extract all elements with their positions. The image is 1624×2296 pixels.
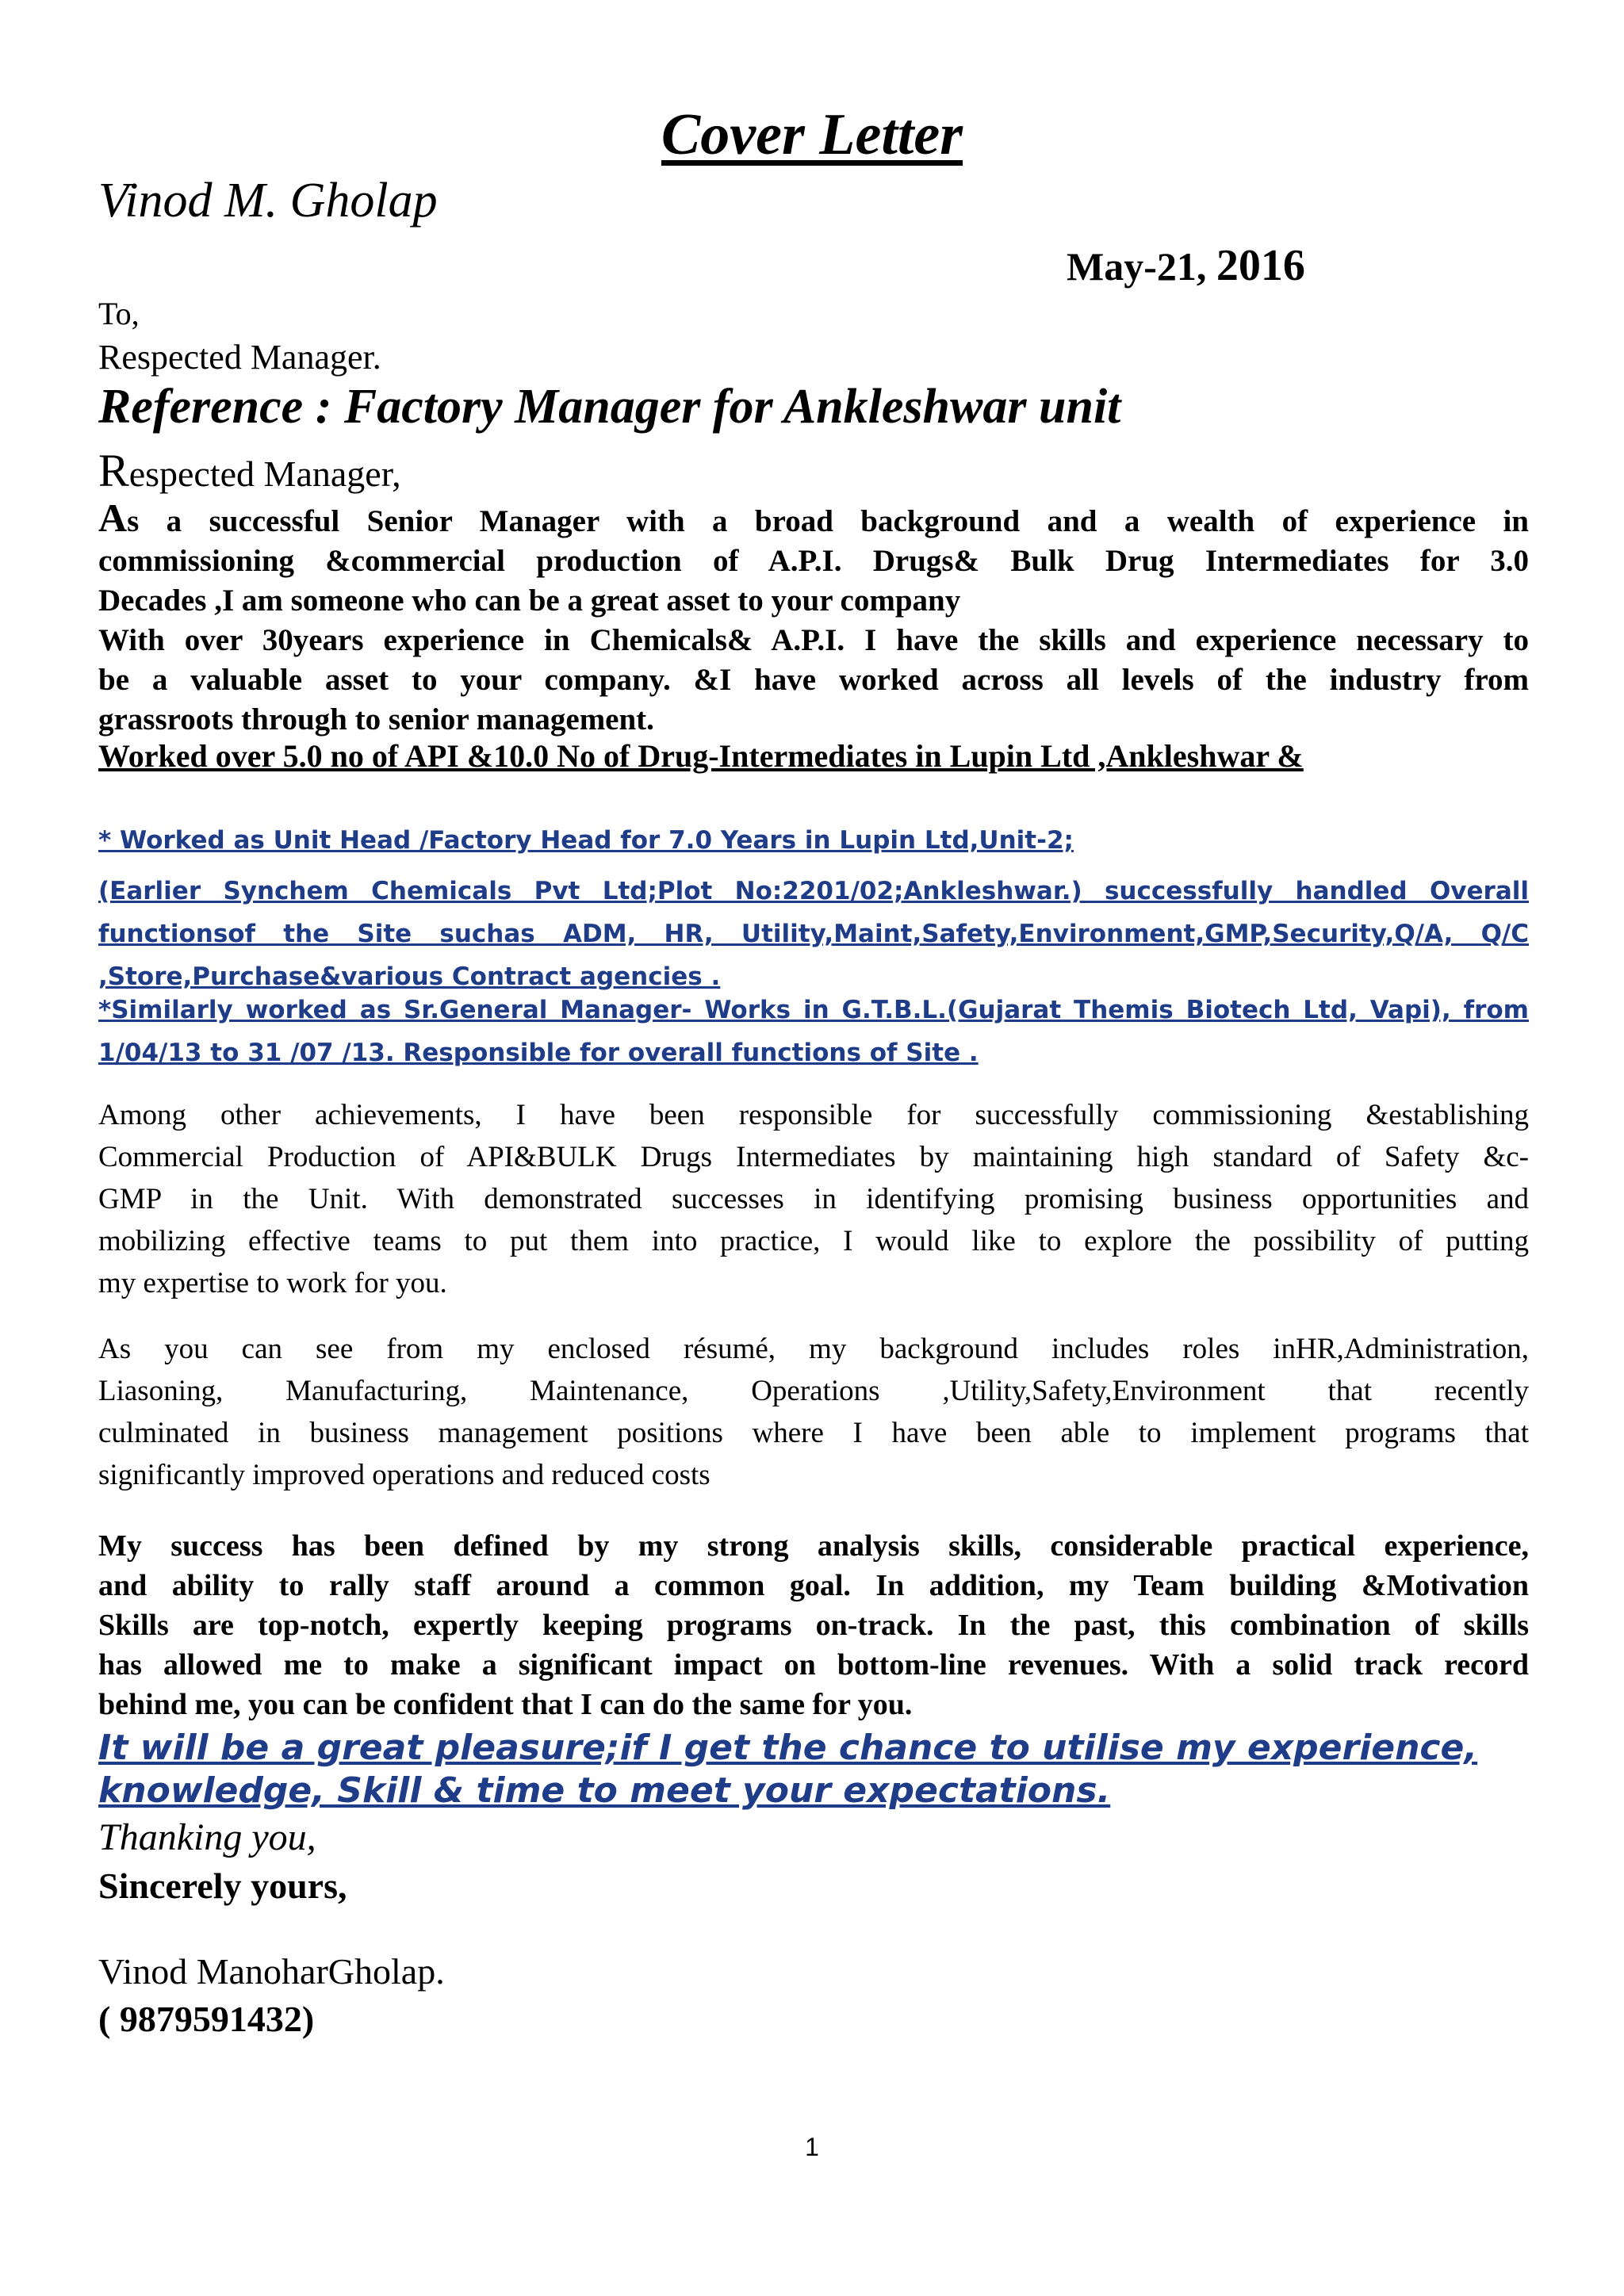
salutation-initial: R — [98, 445, 129, 496]
intro-line-1-text: s a successful Senior Manager with a broad background and a wealth of experience in — [127, 504, 1529, 538]
intro-line-2: commissioning &commercial production of A.P.I. Drugs& Bulk Drug Intermediates for 3.0 — [98, 544, 1529, 578]
recipient: Respected Manager. — [98, 338, 381, 377]
closing-line-2: knowledge, Skill & time to meet your expectations. — [98, 1770, 1111, 1811]
success-line-5: behind me, you can be confident that I can do the same for you. — [98, 1688, 913, 1721]
success-line-4: has allowed me to make a significant impact on bottom-line revenues. With a solid track record — [98, 1648, 1529, 1682]
salutation-rest: espected Manager, — [128, 453, 401, 494]
sign-off: Sincerely yours, — [98, 1866, 347, 1906]
reference-line: Reference : Factory Manager for Ankleshwar unit — [98, 380, 1121, 434]
gtbl-details-line-2: 1/04/13 to 31 /07 /13. Responsible for overall functions of Site . — [98, 1039, 979, 1067]
letter-date — [1067, 240, 1305, 291]
intro-paragraph — [98, 498, 1529, 740]
date-year: 2016 — [1216, 241, 1305, 290]
achievements-line-2: Commercial Production of API&BULK Drugs Intermediates by maintaining high standard of Safety &c- — [98, 1141, 1529, 1173]
background-paragraph — [98, 1328, 1529, 1496]
achievements-line-5: my expertise to work for you. — [98, 1267, 447, 1299]
closing-line-1: It will be a great pleasure;if I get the chance to utilise my experience, — [98, 1728, 1478, 1768]
gtbl-details — [98, 989, 1529, 1074]
background-line-4: significantly improved operations and reduced costs — [98, 1459, 710, 1491]
lupin-details — [98, 870, 1529, 998]
unit-head-line: * Worked as Unit Head /Factory Head for 7.0 Years in Lupin Ltd,Unit-2; — [98, 826, 1074, 855]
thanks-line: Thanking you, — [98, 1816, 316, 1858]
intro-line-1 — [98, 498, 1529, 541]
success-paragraph — [98, 1526, 1529, 1724]
intro-initial: A — [98, 496, 128, 540]
gtbl-details-line-1: *Similarly worked as Sr.General Manager- Works in G.T.B.L.(Gujarat Themis Biotech Ltd, Vapi), from — [98, 996, 1529, 1024]
achievements-line-4: mobilizing effective teams to put them into practice, I would like to explore the possibility of putting — [98, 1225, 1529, 1257]
success-line-1: My success has been defined by my strong analysis skills, considerable practical experience, — [98, 1529, 1529, 1563]
signature-name: Vinod ManoharGholap. — [98, 1951, 445, 1992]
achievements-line-3: GMP in the Unit. With demonstrated successes in identifying promising business opportunities and — [98, 1183, 1529, 1215]
intro-line-4: With over 30years experience in Chemicals& A.P.I. I have the skills and experience necessary to — [98, 623, 1529, 657]
achievements-paragraph — [98, 1094, 1529, 1304]
sender-name: Vinod M. Gholap — [98, 174, 438, 228]
background-line-3: culminated in business management positions where I have been able to implement programs that — [98, 1417, 1529, 1449]
lupin-details-line-3: ,Store,Purchase&various Contract agencies . — [98, 962, 721, 991]
phone-number: ( 9879591432) — [98, 1999, 315, 2039]
achievements-line-1: Among other achievements, I have been responsible for successfully commissioning &establishing — [98, 1099, 1529, 1131]
closing-statement — [98, 1727, 1529, 1812]
intro-line-5: be a valuable asset to your company. &I have worked across all levels of the industry from — [98, 663, 1529, 697]
salutation — [98, 444, 401, 497]
date-month-day: May-21, — [1067, 244, 1207, 289]
page-title: Cover Letter — [661, 102, 963, 167]
background-line-2: Liasoning, Manufacturing, Maintenance, Operations ,Utility,Safety,Environment that recently — [98, 1375, 1529, 1407]
intro-line-6: grassroots through to senior management. — [98, 702, 654, 737]
worked-summary-line: Worked over 5.0 no of API &10.0 No of Drug-Intermediates in Lupin Ltd ,Ankleshwar & — [98, 738, 1304, 774]
page-number: 1 — [805, 2133, 819, 2161]
lupin-details-line-1: (Earlier Synchem Chemicals Pvt Ltd;Plot No:2201/02;Ankleshwar.) successfully handled Overall — [98, 877, 1529, 905]
intro-line-3: Decades ,I am someone who can be a great asset to your company — [98, 584, 961, 618]
success-line-3: Skills are top-notch, expertly keeping programs on-track. In the past, this combination of skills — [98, 1609, 1529, 1642]
lupin-details-line-2: functionsof the Site suchas ADM, HR, Utility,Maint,Safety,Environment,GMP,Security,Q/A, Q/C — [98, 920, 1529, 948]
success-line-2: and ability to rally staff around a common goal. In addition, my Team building &Motivation — [98, 1569, 1529, 1602]
background-line-1: As you can see from my enclosed résumé, my background includes roles inHR,Administration, — [98, 1333, 1529, 1365]
to-label: To, — [98, 296, 140, 331]
